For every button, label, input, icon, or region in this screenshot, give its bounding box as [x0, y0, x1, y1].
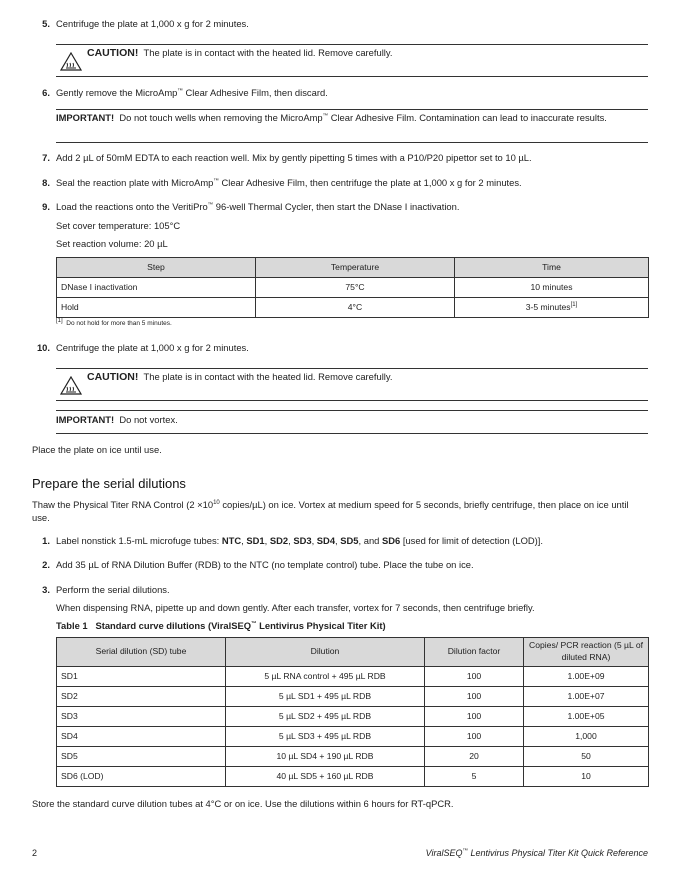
table-cell: 10 µL SD4 + 190 µL RDB	[226, 747, 425, 767]
step-number: 6.	[42, 87, 50, 98]
step-text: Perform the serial dilutions.	[56, 584, 170, 595]
table-cell: 50	[524, 747, 649, 767]
header-cell: Dilution	[226, 638, 425, 667]
important-text: IMPORTANT! Do not vortex.	[56, 414, 178, 425]
dilution-table	[56, 637, 649, 787]
table-caption: Table 1 Standard curve dilutions (ViralSEQ™ Lentivirus Physical Titer Kit)	[56, 620, 386, 631]
table-cell: 5 µL RNA control + 495 µL RDB	[226, 667, 425, 687]
hot-surface-warning-icon	[60, 376, 82, 395]
table-header-row	[57, 258, 649, 278]
table-cell: 100	[425, 707, 524, 727]
table-cell: SD6 (LOD)	[57, 767, 226, 787]
page-number: 2	[32, 848, 38, 858]
reaction-volume: Set reaction volume: 20 µL	[56, 238, 168, 249]
table-cell: 40 µL SD5 + 160 µL RDB	[226, 767, 425, 787]
table-cell: 1.00E+05	[524, 707, 649, 727]
table-cell: 10 minutes	[455, 278, 649, 298]
table-cell: 100	[425, 727, 524, 747]
table-row	[57, 667, 649, 687]
header-cell: Copies/ PCR reaction (5 µL of diluted RNA)	[524, 638, 649, 667]
table-footnote: [1] Do not hold for more than 5 minutes.	[56, 317, 172, 327]
table-cell: 5 µL SD2 + 495 µL RDB	[226, 707, 425, 727]
table-cell: 5 µL SD1 + 495 µL RDB	[226, 687, 425, 707]
dispense-instructions: When dispensing RNA, pipette up and down gently. After each transfer, vortex for 7 seconds, then centrifuge briefly.	[56, 602, 535, 613]
section-intro: Thaw the Physical Titer RNA Control ($2 \times 10^{10}$ copies/µL) on ice. Vortex at medium speed for 5 seconds, briefly centrifuge, then place on ice until use.	[32, 499, 629, 523]
header-cell: Step	[57, 258, 256, 278]
step-number: 5.	[42, 18, 50, 29]
caution-title: CAUTION!	[87, 371, 139, 383]
step-text: Gently remove the MicroAmp™ Clear Adhesive Film, then discard.	[56, 87, 328, 98]
table-cell: 10	[524, 767, 649, 787]
table-cell: 1,000	[524, 727, 649, 747]
table-cell: 4°C	[256, 298, 455, 318]
section-heading: Prepare the serial dilutions	[32, 476, 186, 491]
caution-text: The plate is in contact with the heated lid. Remove carefully.	[143, 371, 393, 382]
table-cell: SD1	[57, 667, 226, 687]
storage-note: Store the standard curve dilution tubes at 4°C or on ice. Use the dilutions within 6 hours for RT-qPCR.	[32, 798, 454, 809]
hot-surface-warning-icon	[60, 52, 82, 71]
step-text: Load the reactions onto the VeritiPro™ 96-well Thermal Cycler, then start the DNase I inactivation.	[56, 201, 460, 212]
important-text: IMPORTANT! Do not touch wells when removing the MicroAmp™ Clear Adhesive Film. Contamination can lead to inaccurate results.	[56, 112, 607, 123]
table-row	[57, 707, 649, 727]
step-text: Centrifuge the plate at 1,000 x g for 2 minutes.	[56, 342, 249, 353]
important-box	[56, 109, 648, 143]
table-cell: DNase I inactivation	[57, 278, 256, 298]
table-row	[57, 278, 649, 298]
cover-temperature: Set cover temperature: 105°C	[56, 220, 181, 231]
table-row	[57, 298, 649, 318]
table-cell: SD2	[57, 687, 226, 707]
step-text: Add 2 µL of 50mM EDTA to each reaction well. Mix by gently pipetting 5 times with a P10/P20 pipettor set to 10 µL.	[56, 152, 532, 163]
caution-text: The plate is in contact with the heated lid. Remove carefully.	[143, 47, 393, 58]
table-row	[57, 767, 649, 787]
table-cell: 100	[425, 667, 524, 687]
footer-title: ViralSEQ™ Lentivirus Physical Titer Kit Quick Reference	[425, 848, 648, 858]
step-number: 1.	[42, 535, 50, 546]
table-row	[57, 747, 649, 767]
table-header-row	[57, 638, 649, 667]
table-cell: 5 µL SD3 + 495 µL RDB	[226, 727, 425, 747]
table-cell: 100	[425, 687, 524, 707]
header-cell: Temperature	[256, 258, 455, 278]
table-cell: SD3	[57, 707, 226, 727]
step-number: 10.	[36, 342, 50, 353]
table-row	[57, 687, 649, 707]
header-cell: Time	[455, 258, 649, 278]
footnote-ref: [1]	[570, 301, 578, 308]
thermal-cycler-table	[56, 257, 649, 318]
table-cell: SD5	[57, 747, 226, 767]
table-cell: 1.00E+09	[524, 667, 649, 687]
step-number: 9.	[42, 201, 50, 212]
step-text: Add 35 µL of RNA Dilution Buffer (RDB) to the NTC (no template control) tube. Place the tube on ice.	[56, 559, 474, 570]
caution-box	[56, 368, 648, 401]
step-number: 3.	[42, 584, 50, 595]
header-cell: Serial dilution (SD) tube	[57, 638, 226, 667]
place-on-ice-text: Place the plate on ice until use.	[32, 444, 162, 455]
table-cell: Hold	[57, 298, 256, 318]
table-cell: 75°C	[256, 278, 455, 298]
step-text: Seal the reaction plate with MicroAmp™ Clear Adhesive Film, then centrifuge the plate at 1,000 x g for 2 minutes.	[56, 177, 522, 188]
step-number: 2.	[42, 559, 50, 570]
caution-title: CAUTION!	[87, 47, 139, 59]
table-row	[57, 727, 649, 747]
table-cell: 5	[425, 767, 524, 787]
table-cell: 3-5 minutes[1]	[455, 298, 649, 318]
important-box	[56, 410, 648, 434]
table-cell: 1.00E+07	[524, 687, 649, 707]
step-number: 7.	[42, 152, 50, 163]
table-cell: SD4	[57, 727, 226, 747]
step-text: Label nonstick 1.5-mL microfuge tubes: NTC, SD1, SD2, SD3, SD4, SD5, and SD6 [used for limit of detection (LOD)].	[56, 535, 544, 546]
step-number: 8.	[42, 177, 50, 188]
header-cell: Dilution factor	[425, 638, 524, 667]
caution-box	[56, 44, 648, 77]
table-cell: 20	[425, 747, 524, 767]
step-text: Centrifuge the plate at 1,000 x g for 2 minutes.	[56, 18, 249, 29]
